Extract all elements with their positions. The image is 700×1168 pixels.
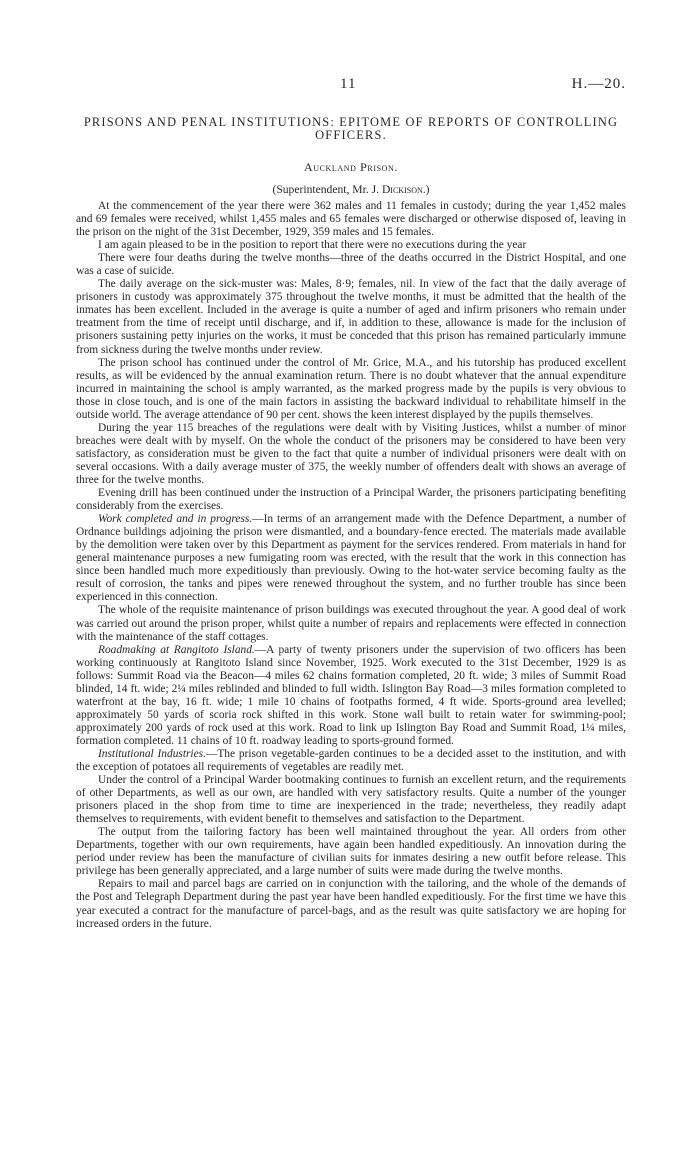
superintendent-suffix: .): [422, 183, 430, 196]
document-title: PRISONS AND PENAL INSTITUTIONS: EPITOME OF REPORTS OF CONTROLLING OFFICERS.: [83, 115, 619, 142]
superintendent-prefix: (Superintendent, Mr. J.: [272, 183, 382, 196]
page-number: 11: [340, 76, 357, 92]
paragraph-text: Repairs to mail and parcel bags are carried on in conjunction with the tailoring, and the whole of the demands of the Post and Telegraph Department during the past year have been handled expeditiously. For the first time we have this year executed a contract for the manufacture of parcel-bags, and as the result was quite satisfactory we are hoping for increased orders in the future.: [76, 878, 626, 930]
paragraph-text: The prison school has continued under the control of Mr. Grice, M.A., and his tutorship has produced excellent results, as will be evidenced by the annual examination return. There is no doubt whatever that the annual expenditure incurred in maintaining the school is amply warranted, as the marked progress made by the pupils is very obvious to those in close touch, and is one of the main factors in assisting the backward individual to rehabilitate himself in the outside world. The average attendance of 90 per cent. shows the keen interest displayed by the pupils themselves.: [76, 356, 626, 421]
paragraph-text: I am again pleased to be in the position to report that there were no executions during the year: [98, 239, 527, 252]
paragraph-lead: Roadmaking at Rangitoto Island.: [98, 643, 255, 656]
paragraph-text: —A party of twenty prisoners under the supervision of two officers has been working continuously at Rangitoto Island since November, 1925. Work executed to the 31st December, 1929 is as follows: Summit Road via the Beacon—4 miles 62 chains formation completed, 20 ft. wide; 3 miles of Summit Road blinded, 14 ft. wide; 2¼ miles reblinded and blinded to full width. Islington Bay Road—3 miles formation completed to waterfront at the bay, 16 ft. wide; 1 mile 10 chains of footpaths formed, 4 ft wide. Sports-ground area levelled; approximately 50 yards of scoria rock shifted in this work. Stone wall built to retain water for swimming-pool; approximately 200 yards of rock used at this work. Road to link up Islington Bay Road and Summit Road, 1¼ miles, formation completed. 11 chains of 10 ft. roadway leading to sports-ground formed.: [76, 643, 626, 747]
paragraph: [76, 278, 626, 356]
paragraph: [76, 774, 626, 826]
paragraph-text: The daily average on the sick-muster was: Males, 8·9; females, nil. In view of the fact that the daily average of prisoners in custody was approximately 375 throughout the twelve months, it must be admitted that the health of the inmates has been excellent. Included in the average is quite a number of aged and infirm prisoners who remain under treatment from the time of receipt until discharge, and if, in addition to these, allowance is made for the inclusion of prisoners sustaining petty injuries on the works, it must be conceded that this prison has remained particularly immune from sickness during the twelve months under review.: [76, 278, 626, 356]
paragraph-text: —The prison vegetable-garden continues to be a decided asset to the institution, and with the exception of potatoes all requirements of vegetables are readily met.: [76, 747, 626, 774]
paragraph-text: At the commencement of the year there were 362 males and 11 females in custody; during the year 1,452 males and 69 females were received, whilst 1,455 males and 65 females were discharged or otherwise disposed of, leaving in the prison on the night of the 31st December, 1929, 359 males and 15 females.: [76, 200, 626, 239]
paragraph-lead: Work completed and in progress.: [98, 513, 253, 526]
paragraph-text: The whole of the requisite maintenance of prison buildings was executed throughout the year. A good deal of work was carried out around the prison proper, whilst quite a number of repairs and replacements were effected in connection with the maintenance of the staff cottages.: [76, 604, 626, 643]
paragraph: [76, 513, 626, 604]
paragraph: [76, 878, 626, 930]
paragraph: [76, 604, 626, 643]
paragraph: [76, 239, 626, 252]
report-body: [76, 200, 626, 931]
paragraph: [76, 422, 626, 487]
paragraph: [76, 644, 626, 748]
paragraph: [76, 357, 626, 422]
paragraph-text: Evening drill has been continued under the instruction of a Principal Warder, the prisoners participating benefiting considerably from the exercises.: [76, 487, 626, 513]
superintendent-line: [76, 183, 626, 196]
paragraph: [76, 748, 626, 774]
paragraph: [76, 252, 626, 278]
paragraph-text: Under the control of a Principal Warder bootmaking continues to furnish an excellent return, and the requirements of other Departments, as well as our own, are handled with very satisfactory results. Quite a number of the younger prisoners placed in the shop from time to time are inexperienced in the trade; nevertheless, they readily adapt themselves to requirements, with evident benefit to themselves and satisfaction to the Department.: [76, 774, 626, 826]
paragraph-text: —In terms of an arrangement made with the Defence Department, a number of Ordnance buildings adjoining the prison were dismantled, and a boundary-fence erected. The materials made available by the demolition were taken over by this Department as payment for the services rendered. From materials in hand for general maintenance purposes a new fumigating room was erected, with the result that the work in this connection has since been handled much more expeditiously than previously. Owing to the hot-water service becoming faulty as the result of corrosion, the tanks and pipes were renewed throughout the system, and no further trouble has since been experienced in this connection.: [76, 513, 626, 604]
paragraph-text: During the year 115 breaches of the regulations were dealt with by Visiting Justices, whilst a number of minor breaches were dealt with by myself. On the whole the conduct of the prisoners may be considered to have been very satisfactory, as consideration must be given to the fact that quite a number of individual prisoners were dealt with on several occasions. With a daily average muster of 375, the weekly number of offenders dealt with shows an average of three for the twelve months.: [76, 421, 626, 486]
paragraph: [76, 200, 626, 239]
paragraph: [76, 487, 626, 513]
page-header: [76, 76, 626, 104]
paragraph-text: There were four deaths during the twelve months—three of the deaths occurred in the District Hospital, and one was a case of suicide.: [76, 252, 626, 278]
section-heading: Auckland Prison.: [303, 160, 399, 174]
paragraph: [76, 826, 626, 878]
superintendent-name: Dickison: [381, 183, 423, 196]
paragraph-lead: Institutional Industries.: [98, 747, 206, 760]
paragraph-text: The output from the tailoring factory has been well maintained throughout the year. All orders from other Departments, together with our own requirements, have again been handled expeditiously. An innovation during the period under review has been the manufacture of civilian suits for inmates desiring a new outfit before release. This privilege has been generally appreciated, and a large number of suits were made during the twelve months.: [76, 826, 626, 878]
document-reference: H.—20.: [571, 76, 626, 92]
